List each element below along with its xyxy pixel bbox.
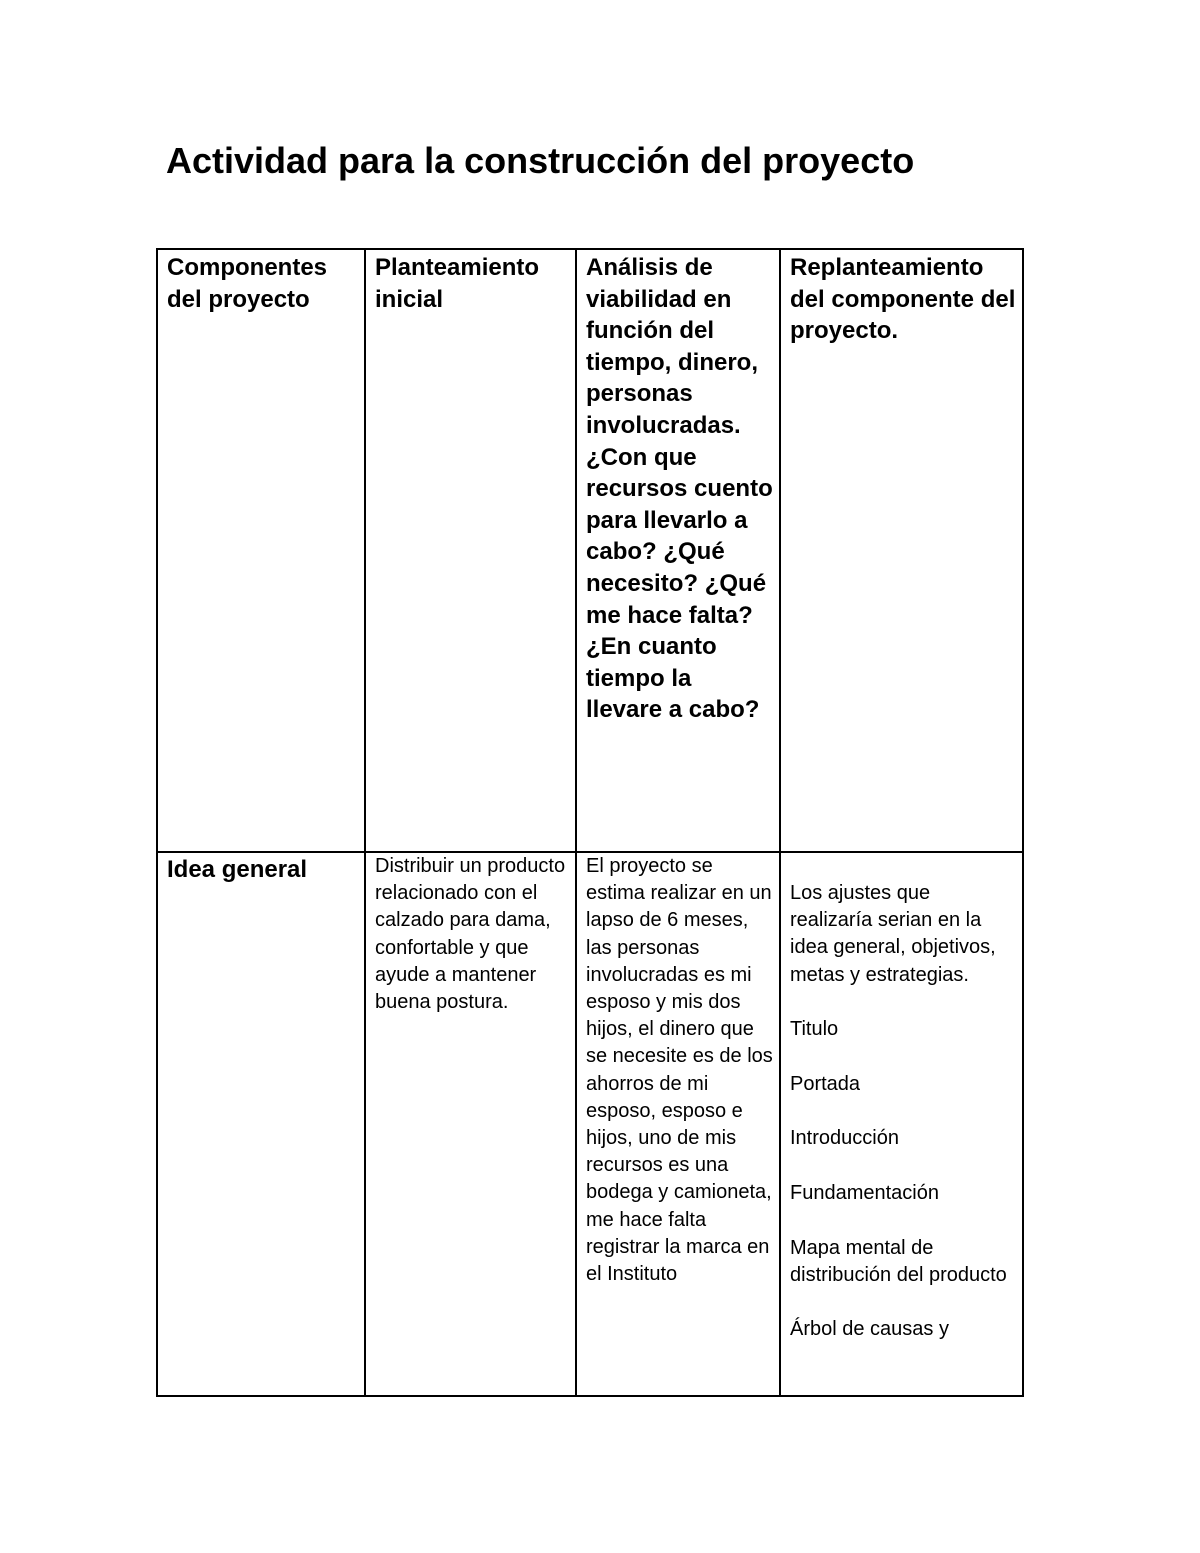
document-title: Actividad para la construcción del proyecto	[166, 140, 915, 181]
list-item: Fundamentación	[790, 1181, 939, 1204]
row-analysis-cell	[576, 852, 780, 1396]
list-item: Titulo	[790, 1018, 839, 1041]
row-component-label: Idea general	[167, 856, 308, 883]
list-item: Mapa mental de distribución del producto	[790, 1236, 1007, 1286]
row-component-cell	[157, 852, 365, 1396]
project-activity-table	[156, 248, 1024, 1397]
header-cell-components	[157, 249, 365, 852]
header-initial-label: Planteamiento inicial	[375, 254, 540, 313]
list-item: Portada	[790, 1072, 861, 1095]
header-cell-rethink	[780, 249, 1023, 852]
list-item: Introducción	[790, 1127, 899, 1150]
row-initial-text: Distribuir un producto relacionado con el calzado para dama, confortable y que ayude a mantener buena postura.	[375, 855, 566, 1014]
row-analysis-text: El proyecto se estima realizar en un lapso de 6 meses, las personas involucradas es mi esposo y mis dos hijos, el dinero que se necesite es de los ahorros de mi esposo, esposo e hijos, uno de mis recursos es una bodega y camioneta, me hace falta registrar la marca en el Instituto	[586, 855, 773, 1286]
header-analysis-label: Análisis de viabilidad en función del tiempo, dinero, personas involucradas. ¿Con que recursos cuento para llevarlo a cabo? ¿Qué necesito? ¿Qué me hace falta? ¿En cuanto tiempo la llevare a cabo?	[586, 254, 773, 724]
header-cell-initial	[365, 249, 576, 852]
header-rethink-label: Replanteamiento del componente del proyecto.	[790, 254, 1016, 345]
rethink-items-list	[790, 1016, 1016, 1343]
header-components-label: Componentes del proyecto	[167, 254, 328, 313]
rethink-intro-text: Los ajustes que realizaría serian en la idea general, objetivos, metas y estrategias.	[790, 882, 996, 986]
row-rethink-cell	[780, 852, 1023, 1396]
row-initial-cell	[365, 852, 576, 1396]
table-row	[157, 852, 1023, 1396]
list-item: Árbol de causas y	[790, 1318, 949, 1341]
header-cell-analysis	[576, 249, 780, 852]
table-header-row	[157, 249, 1023, 852]
